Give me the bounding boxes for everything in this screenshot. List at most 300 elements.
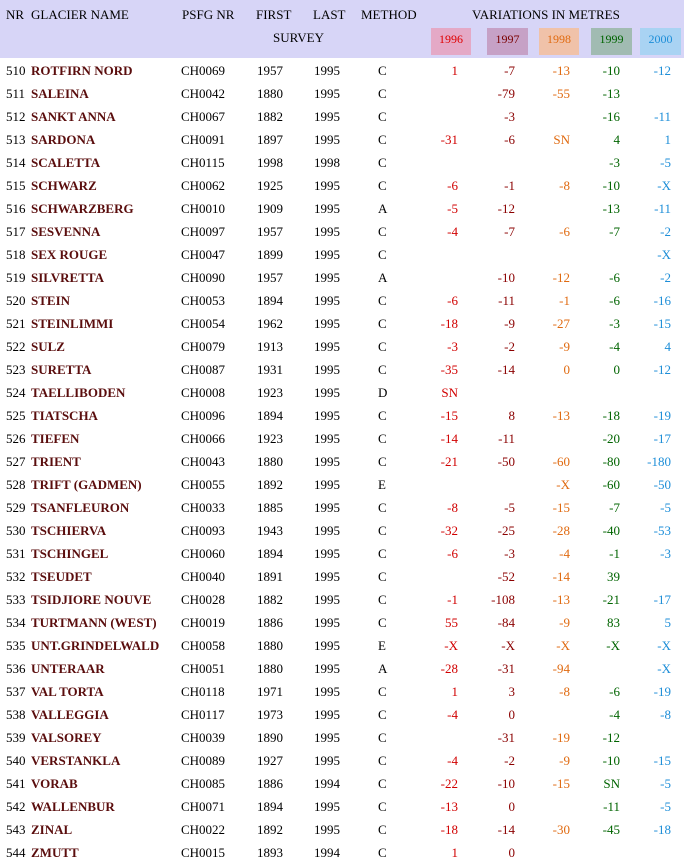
variation-1996: -18 — [440, 316, 458, 331]
glacier-name: TRIFT (GADMEN) — [31, 477, 142, 492]
psfg-nr: CH0055 — [181, 477, 226, 492]
table-row — [0, 82, 684, 105]
method: E — [378, 477, 386, 492]
variation-1997: -5 — [504, 500, 515, 515]
method: C — [378, 500, 387, 515]
method: C — [378, 523, 387, 538]
variation-1999: -12 — [602, 730, 620, 745]
row-nr: 513 — [6, 132, 26, 147]
table-row — [0, 611, 684, 634]
variation-1999: 39 — [607, 569, 620, 584]
glacier-name: ZMUTT — [31, 845, 79, 860]
year-2000-label: 2000 — [640, 28, 681, 55]
variation-1998: -19 — [552, 730, 570, 745]
glacier-name: TIEFEN — [31, 431, 80, 446]
variation-1997: 0 — [508, 707, 515, 722]
variation-1998: -X — [556, 477, 570, 492]
method: E — [378, 638, 386, 653]
row-nr: 525 — [6, 408, 26, 423]
variation-1999: -6 — [609, 293, 620, 308]
table-row — [0, 381, 684, 404]
last-survey: 1995 — [314, 684, 340, 699]
method: A — [378, 661, 388, 676]
glacier-name: TSIDJIORE NOUVE — [31, 592, 152, 607]
method: C — [378, 592, 387, 607]
first-survey: 1957 — [257, 224, 283, 239]
row-nr: 537 — [6, 684, 26, 699]
first-survey: 1882 — [257, 109, 283, 124]
first-survey: 1957 — [257, 270, 283, 285]
table-row — [0, 243, 684, 266]
psfg-nr: CH0069 — [181, 63, 226, 78]
last-survey: 1995 — [314, 822, 340, 837]
variation-1998: -9 — [559, 753, 570, 768]
method: C — [378, 431, 387, 446]
last-survey: 1994 — [314, 776, 340, 791]
last-survey: 1995 — [314, 316, 340, 331]
variation-1996: -6 — [447, 178, 458, 193]
variation-1997: -50 — [497, 454, 515, 469]
last-survey: 1995 — [314, 270, 340, 285]
glacier-name: SCHWARZBERG — [31, 201, 134, 216]
variation-1997: -12 — [497, 201, 515, 216]
header-glacier-name: GLACIER NAME — [31, 7, 129, 22]
psfg-nr: CH0054 — [181, 316, 226, 331]
variation-2000: -15 — [653, 753, 671, 768]
variation-1996: -15 — [440, 408, 458, 423]
glacier-name: VORAB — [31, 776, 78, 791]
glacier-name: STEIN — [31, 293, 71, 308]
header-nr: NR — [6, 7, 25, 22]
last-survey: 1995 — [314, 477, 340, 492]
first-survey: 1913 — [257, 339, 283, 354]
table-row — [0, 726, 684, 749]
first-survey: 1885 — [257, 500, 283, 515]
variation-2000: -16 — [653, 293, 671, 308]
last-survey: 1995 — [314, 730, 340, 745]
table-row — [0, 542, 684, 565]
method: C — [378, 753, 387, 768]
psfg-nr: CH0015 — [181, 845, 226, 860]
glacier-name: SEX ROUGE — [31, 247, 108, 262]
variation-1997: -14 — [497, 822, 515, 837]
method: C — [378, 293, 387, 308]
first-survey: 1886 — [257, 615, 283, 630]
glacier-name: VERSTANKLA — [31, 753, 121, 768]
table-row — [0, 427, 684, 450]
variation-1999: 0 — [613, 362, 620, 377]
psfg-nr: CH0118 — [181, 684, 225, 699]
method: C — [378, 109, 387, 124]
variation-1996: 55 — [445, 615, 458, 630]
variation-2000: -12 — [653, 63, 671, 78]
variation-1996: -35 — [440, 362, 458, 377]
row-nr: 527 — [6, 454, 26, 469]
variation-1999: -3 — [609, 155, 620, 170]
year-1998-label: 1998 — [539, 28, 579, 55]
glacier-name: TSCHIERVA — [31, 523, 107, 538]
table-row — [0, 680, 684, 703]
first-survey: 1890 — [257, 730, 283, 745]
variation-2000: -2 — [660, 270, 671, 285]
first-survey: 1880 — [257, 86, 283, 101]
psfg-nr: CH0067 — [181, 109, 226, 124]
first-survey: 1931 — [257, 362, 283, 377]
header-variations: VARIATIONS IN METRES — [472, 7, 620, 22]
row-nr: 521 — [6, 316, 26, 331]
variation-1998: -12 — [552, 270, 570, 285]
variation-2000: -3 — [660, 546, 671, 561]
variation-1998: -15 — [552, 776, 570, 791]
variation-1997: -11 — [498, 293, 515, 308]
row-nr: 523 — [6, 362, 26, 377]
last-survey: 1995 — [314, 86, 340, 101]
variation-1997: -31 — [497, 661, 515, 676]
variation-1996: SN — [441, 385, 458, 400]
variation-1999: -7 — [609, 224, 620, 239]
variation-2000: -11 — [654, 109, 671, 124]
row-nr: 526 — [6, 431, 26, 446]
variation-1999: -18 — [602, 408, 620, 423]
row-nr: 516 — [6, 201, 26, 216]
variation-1999: -60 — [602, 477, 620, 492]
last-survey: 1995 — [314, 293, 340, 308]
variation-1997: -2 — [504, 753, 515, 768]
psfg-nr: CH0093 — [181, 523, 226, 538]
variation-1998: -8 — [559, 178, 570, 193]
variation-2000: -11 — [654, 201, 671, 216]
variation-1997: -7 — [504, 224, 515, 239]
row-nr: 512 — [6, 109, 26, 124]
table-row — [0, 634, 684, 657]
header-psfg-nr: PSFG NR — [182, 7, 235, 22]
glacier-name: TIATSCHA — [31, 408, 98, 423]
variation-1997: -3 — [504, 109, 515, 124]
row-nr: 531 — [6, 546, 26, 561]
psfg-nr: CH0090 — [181, 270, 226, 285]
last-survey: 1995 — [314, 592, 340, 607]
psfg-nr: CH0022 — [181, 822, 226, 837]
psfg-nr: CH0097 — [181, 224, 226, 239]
glacier-name: UNTERAAR — [31, 661, 105, 676]
variation-1998: -1 — [559, 293, 570, 308]
psfg-nr: CH0089 — [181, 753, 226, 768]
first-survey: 1899 — [257, 247, 283, 262]
row-nr: 535 — [6, 638, 26, 653]
variation-1998: -30 — [552, 822, 570, 837]
variation-1998: 0 — [563, 362, 570, 377]
table-row — [0, 128, 684, 151]
last-survey: 1998 — [314, 155, 340, 170]
first-survey: 1943 — [257, 523, 283, 538]
year-1999-label: 1999 — [591, 28, 632, 55]
method: C — [378, 155, 387, 170]
variation-1999: -3 — [609, 316, 620, 331]
first-survey: 1880 — [257, 661, 283, 676]
variation-1996: -5 — [447, 201, 458, 216]
method: C — [378, 776, 387, 791]
variation-2000: -X — [657, 178, 671, 193]
glacier-name: VAL TORTA — [31, 684, 104, 699]
glacier-name: SILVRETTA — [31, 270, 104, 285]
first-survey: 1923 — [257, 431, 283, 446]
table-row — [0, 703, 684, 726]
row-nr: 511 — [6, 86, 26, 101]
last-survey: 1995 — [314, 454, 340, 469]
table-row — [0, 174, 684, 197]
row-nr: 522 — [6, 339, 26, 354]
first-survey: 1998 — [257, 155, 283, 170]
glacier-name: ROTFIRN NORD — [31, 63, 133, 78]
last-survey: 1995 — [314, 362, 340, 377]
method: C — [378, 224, 387, 239]
method: C — [378, 799, 387, 814]
variation-1999: -80 — [602, 454, 620, 469]
variation-1996: -28 — [440, 661, 458, 676]
table-row — [0, 358, 684, 381]
variation-2000: -19 — [653, 408, 671, 423]
variation-1996: -18 — [440, 822, 458, 837]
variation-1997: 0 — [508, 799, 515, 814]
glacier-name: SANKT ANNA — [31, 109, 116, 124]
table-row — [0, 588, 684, 611]
row-nr: 530 — [6, 523, 26, 538]
first-survey: 1909 — [257, 201, 283, 216]
variation-1996: -4 — [447, 753, 458, 768]
glacier-name: TSEUDET — [31, 569, 92, 584]
variation-1997: -1 — [504, 178, 515, 193]
first-survey: 1962 — [257, 316, 283, 331]
method: C — [378, 178, 387, 193]
variation-1999: -4 — [609, 339, 620, 354]
row-nr: 538 — [6, 707, 26, 722]
variation-2000: -2 — [660, 224, 671, 239]
row-nr: 528 — [6, 477, 26, 492]
variation-1998: -6 — [559, 224, 570, 239]
variation-2000: -180 — [647, 454, 671, 469]
table-row — [0, 657, 684, 680]
method: C — [378, 362, 387, 377]
first-survey: 1882 — [257, 592, 283, 607]
variation-2000: -17 — [653, 592, 671, 607]
glacier-name: VALLEGGIA — [31, 707, 109, 722]
psfg-nr: CH0047 — [181, 247, 226, 262]
psfg-nr: CH0087 — [181, 362, 226, 377]
method: C — [378, 730, 387, 745]
psfg-nr: CH0096 — [181, 408, 226, 423]
method: C — [378, 132, 387, 147]
variation-1998: -13 — [552, 63, 570, 78]
method: C — [378, 408, 387, 423]
last-survey: 1995 — [314, 500, 340, 515]
variation-1999: -4 — [609, 707, 620, 722]
glacier-name: TAELLIBODEN — [31, 385, 126, 400]
psfg-nr: CH0066 — [181, 431, 226, 446]
method: C — [378, 454, 387, 469]
first-survey: 1897 — [257, 132, 283, 147]
variation-1997: -14 — [497, 362, 515, 377]
variation-1996: -32 — [440, 523, 458, 538]
first-survey: 1894 — [257, 546, 283, 561]
method: C — [378, 63, 387, 78]
variation-1999: -13 — [602, 201, 620, 216]
last-survey: 1995 — [314, 638, 340, 653]
last-survey: 1995 — [314, 178, 340, 193]
variation-1997: 0 — [508, 845, 515, 860]
variation-1996: -6 — [447, 293, 458, 308]
table-row — [0, 105, 684, 128]
variation-1996: -1 — [447, 592, 458, 607]
table-row — [0, 335, 684, 358]
table-row — [0, 473, 684, 496]
variation-1999: -6 — [609, 684, 620, 699]
first-survey: 1927 — [257, 753, 283, 768]
variation-2000: -5 — [660, 776, 671, 791]
variation-1997: 8 — [508, 408, 515, 423]
psfg-nr: CH0091 — [181, 132, 226, 147]
row-nr: 544 — [6, 845, 26, 860]
last-survey: 1995 — [314, 385, 340, 400]
variation-1998: SN — [553, 132, 570, 147]
table-row — [0, 312, 684, 335]
table-row — [0, 266, 684, 289]
row-nr: 532 — [6, 569, 26, 584]
variation-1997: -7 — [504, 63, 515, 78]
variation-1998: -9 — [559, 339, 570, 354]
first-survey: 1880 — [257, 638, 283, 653]
psfg-nr: CH0079 — [181, 339, 226, 354]
variation-1996: -6 — [447, 546, 458, 561]
method: C — [378, 822, 387, 837]
glacier-name: SCHWARZ — [31, 178, 97, 193]
variation-1999: -40 — [602, 523, 620, 538]
variation-1996: 1 — [451, 845, 458, 860]
variation-1998: -55 — [552, 86, 570, 101]
glacier-name: TSANFLEURON — [31, 500, 130, 515]
glacier-name: SURETTA — [31, 362, 92, 377]
table-row — [0, 795, 684, 818]
first-survey: 1892 — [257, 477, 283, 492]
psfg-nr: CH0042 — [181, 86, 226, 101]
method: C — [378, 86, 387, 101]
variation-1999: -21 — [602, 592, 620, 607]
method: C — [378, 339, 387, 354]
glacier-name: ZINAL — [31, 822, 73, 837]
last-survey: 1995 — [314, 63, 340, 78]
row-nr: 534 — [6, 615, 26, 630]
last-survey: 1995 — [314, 109, 340, 124]
glacier-name: SESVENNA — [31, 224, 101, 239]
variation-2000: -53 — [653, 523, 671, 538]
variation-2000: -15 — [653, 316, 671, 331]
table-row — [0, 59, 684, 82]
row-nr: 533 — [6, 592, 26, 607]
last-survey: 1995 — [314, 546, 340, 561]
variation-2000: -19 — [653, 684, 671, 699]
header-first: FIRST — [256, 7, 292, 22]
psfg-nr: CH0010 — [181, 201, 226, 216]
last-survey: 1995 — [314, 408, 340, 423]
variation-1996: -21 — [440, 454, 458, 469]
glacier-name: TSCHINGEL — [31, 546, 109, 561]
row-nr: 539 — [6, 730, 26, 745]
variation-1997: -52 — [497, 569, 515, 584]
variation-2000: -50 — [653, 477, 671, 492]
row-nr: 510 — [6, 63, 26, 78]
glacier-name: SARDONA — [31, 132, 96, 147]
psfg-nr: CH0060 — [181, 546, 226, 561]
variation-1999: 83 — [607, 615, 620, 630]
variation-1996: -4 — [447, 707, 458, 722]
psfg-nr: CH0033 — [181, 500, 226, 515]
method: C — [378, 569, 387, 584]
variation-1999: -45 — [602, 822, 620, 837]
psfg-nr: CH0071 — [181, 799, 226, 814]
variation-2000: -18 — [653, 822, 671, 837]
last-survey: 1995 — [314, 247, 340, 262]
variation-1997: -84 — [497, 615, 515, 630]
first-survey: 1971 — [257, 684, 283, 699]
row-nr: 536 — [6, 661, 26, 676]
psfg-nr: CH0019 — [181, 615, 226, 630]
variation-1996: -4 — [447, 224, 458, 239]
row-nr: 541 — [6, 776, 26, 791]
last-survey: 1995 — [314, 523, 340, 538]
variation-1999: -10 — [602, 753, 620, 768]
first-survey: 1957 — [257, 63, 283, 78]
variation-1998: -X — [556, 638, 570, 653]
variation-2000: -X — [657, 638, 671, 653]
row-nr: 519 — [6, 270, 26, 285]
method: C — [378, 845, 387, 860]
year-1997-label: 1997 — [487, 28, 528, 55]
first-survey: 1894 — [257, 408, 283, 423]
row-nr: 524 — [6, 385, 26, 400]
variation-1998: -94 — [552, 661, 570, 676]
last-survey: 1994 — [314, 845, 340, 860]
variation-1996: 1 — [451, 684, 458, 699]
variation-1998: -15 — [552, 500, 570, 515]
psfg-nr: CH0062 — [181, 178, 226, 193]
header-method: METHOD — [361, 7, 417, 22]
variation-1997: 3 — [508, 684, 515, 699]
psfg-nr: CH0040 — [181, 569, 226, 584]
variation-1999: -13 — [602, 86, 620, 101]
row-nr: 542 — [6, 799, 26, 814]
variation-1999: -20 — [602, 431, 620, 446]
glacier-name: SCALETTA — [31, 155, 101, 170]
last-survey: 1995 — [314, 753, 340, 768]
first-survey: 1886 — [257, 776, 283, 791]
psfg-nr: CH0085 — [181, 776, 226, 791]
variation-1997: -6 — [504, 132, 515, 147]
variation-1997: -10 — [497, 776, 515, 791]
variation-1999: -6 — [609, 270, 620, 285]
psfg-nr: CH0008 — [181, 385, 226, 400]
psfg-nr: CH0043 — [181, 454, 226, 469]
variation-2000: -8 — [660, 707, 671, 722]
last-survey: 1995 — [314, 799, 340, 814]
row-nr: 540 — [6, 753, 26, 768]
variation-1999: 4 — [613, 132, 620, 147]
glacier-name: STEINLIMMI — [31, 316, 114, 331]
method: D — [378, 385, 388, 400]
variation-1997: -3 — [504, 546, 515, 561]
row-nr: 529 — [6, 500, 26, 515]
method: C — [378, 615, 387, 630]
first-survey: 1891 — [257, 569, 283, 584]
first-survey: 1894 — [257, 293, 283, 308]
